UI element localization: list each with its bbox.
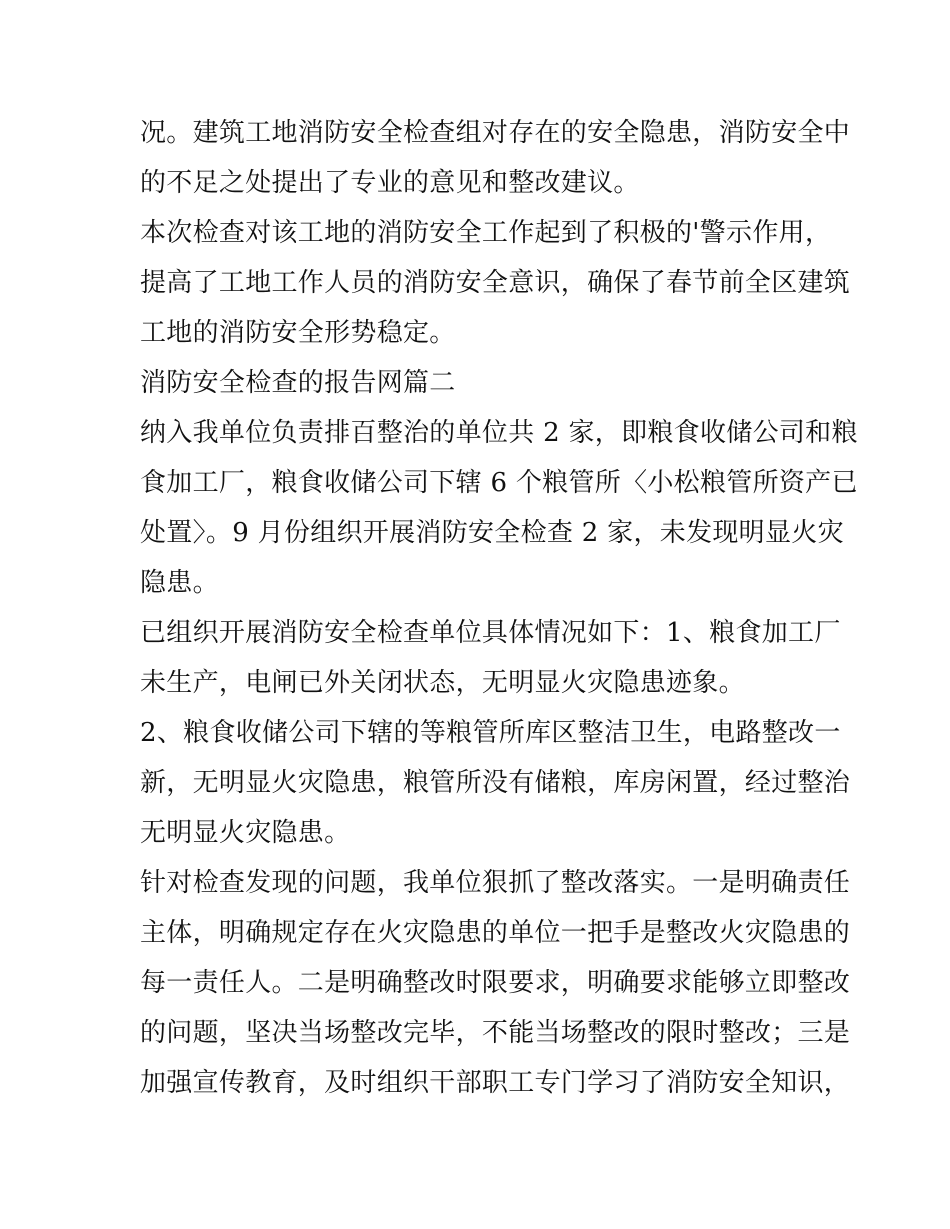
text-line: 提高了工地工作人员的消防安全意识，确保了春节前全区建筑 (140, 268, 851, 298)
text-line: 的不足之处提出了专业的意见和整改建议。 (140, 168, 640, 198)
text-line: 主体，明确规定存在火灾隐患的单位一把手是整改火灾隐患的 (140, 918, 851, 948)
text-line: 况。建筑工地消防安全检查组对存在的安全隐患，消防安全中 (140, 118, 851, 148)
text-line: 2、粮食收储公司下辖的等粮管所库区整洁卫生，电路整改一 (140, 718, 841, 748)
document-body (140, 108, 858, 1108)
text-line: 已组织开展消防安全检查单位具体情况如下：1、粮食加工厂 (140, 618, 841, 648)
text-line: 新，无明显火灾隐患，粮管所没有储粮，库房闲置，经过整治 (140, 768, 851, 798)
section-heading: 消防安全检查的报告网篇二 (140, 368, 456, 398)
text-line: 纳入我单位负责排百整治的单位共 2 家，即粮食收储公司和粮 (140, 418, 858, 448)
text-line: 食加工厂，粮食收储公司下辖 6 个粮管所〈小松粮管所资产已 (140, 468, 858, 498)
text-line: 的问题，坚决当场整改完毕，不能当场整改的限时整改；三是 (140, 1018, 851, 1048)
text-line: 未生产，电闸已外关闭状态，无明显火灾隐患迹象。 (140, 668, 745, 698)
text-line: 本次检查对该工地的消防安全工作起到了积极的'警示作用， (140, 218, 832, 248)
text-line: 加强宣传教育，及时组织干部职工专门学习了消防安全知识， (140, 1068, 851, 1098)
text-line: 无明显火灾隐患。 (140, 818, 351, 848)
text-line: 工地的消防安全形势稳定。 (140, 318, 456, 348)
text-line: 针对检查发现的问题，我单位狠抓了整改落实。一是明确责任 (140, 868, 851, 898)
text-line: 处置〉。9 月份组织开展消防安全检查 2 家，未发现明显火灾 (140, 518, 844, 548)
text-line: 隐患。 (140, 568, 219, 598)
text-line: 每一责任人。二是明确整改时限要求，明确要求能够立即整改 (140, 968, 851, 998)
